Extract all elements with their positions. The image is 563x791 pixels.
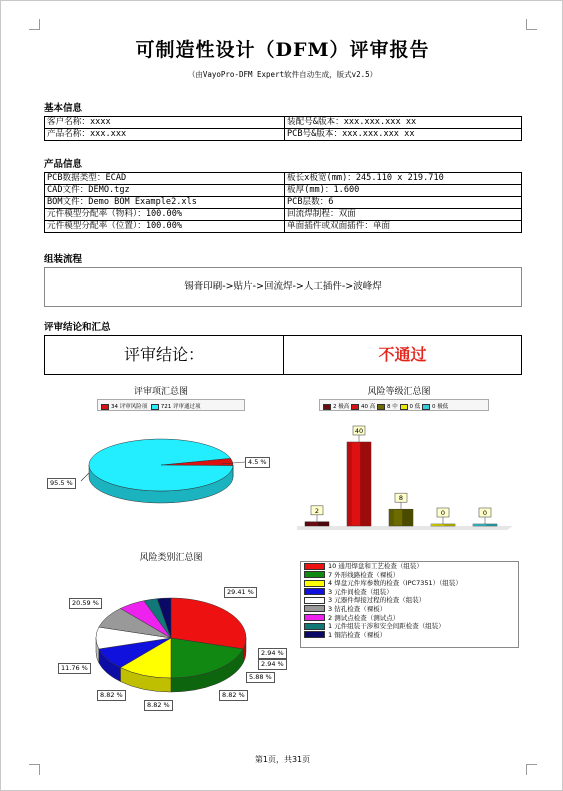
legend-swatch [304, 631, 325, 638]
data-label: 8.82 % [219, 690, 248, 701]
legend-swatch [400, 404, 408, 410]
table-row [45, 185, 522, 197]
table-cell: 装配号&版本：xxx.xxx.xxx xx [285, 117, 522, 129]
table-cell: 客户名称：xxxx [45, 117, 285, 129]
crop-mark [526, 764, 537, 775]
bar [347, 442, 371, 526]
legend-text: 10 通用焊盘和工艺检查（组装） [328, 562, 423, 570]
table-cell: CAD文件：DEMO.tgz [45, 185, 285, 197]
legend-swatch [304, 571, 325, 578]
legend-entry [301, 622, 518, 631]
bar [473, 524, 497, 526]
legend-text: 4 焊盘元件库参数的检查（IPC7351）（组装） [328, 579, 462, 588]
crop-mark [29, 19, 40, 30]
product-info-table [44, 172, 522, 233]
risk-level-bars [297, 413, 517, 538]
legend-text: 3 元器件焊接过程的检查（组装） [328, 596, 426, 605]
legend-entry: 0 低 [409, 404, 421, 410]
legend-swatch [101, 404, 109, 410]
data-label: 2 [314, 506, 320, 515]
legend-entry: 2 极高 [333, 404, 350, 410]
legend-swatch [351, 404, 359, 410]
legend-swatch [304, 580, 325, 587]
legend-entry: 40 高 [361, 404, 376, 410]
legend-entry [301, 571, 518, 580]
data-label: 20.59 % [69, 598, 102, 609]
review-items-pie [41, 413, 281, 523]
table-cell: PCB层数：6 [285, 197, 522, 209]
risk-category-legend [300, 561, 519, 648]
data-label: 8.82 % [144, 700, 173, 711]
table-cell: 板长x板宽(mm)：245.110 x 219.710 [285, 173, 522, 185]
table-cell: 单面插件或双面插件：单面 [285, 221, 522, 233]
legend-entry: 0 极低 [432, 404, 449, 410]
chart-title: 风险等级汇总图 [367, 387, 431, 397]
legend-text: 1 铜箔检查（裸板） [328, 630, 387, 639]
crop-mark [526, 19, 537, 30]
legend-entry [301, 562, 518, 571]
data-label: 2.94 % [258, 648, 287, 659]
table-row [45, 129, 522, 141]
data-label: 8 [398, 494, 404, 503]
chart-title: 评审项汇总图 [133, 387, 188, 397]
legend-swatch [377, 404, 385, 410]
bar [305, 522, 329, 526]
data-label: 5.88 % [246, 672, 275, 683]
report-subtitle: （由VayoPro-DFM Expert软件自动生成，版式v2.5） [187, 70, 378, 79]
section-heading-assembly: 组装流程 [44, 254, 83, 265]
legend-entry [301, 605, 518, 614]
legend-swatch [304, 597, 325, 604]
report-title: 可制造性设计（DFM）评审报告 [135, 39, 430, 61]
table-cell: 元件模型分配率（位置）：100.00% [45, 221, 285, 233]
chart-floor [297, 526, 513, 530]
legend-entry: 721 评审通过项 [160, 404, 201, 410]
legend-text: 3 元件间检查（组装） [328, 587, 393, 596]
data-label: 29.41 % [224, 587, 257, 598]
legend-entry: 8 中 [387, 404, 398, 410]
data-label: 11.76 % [58, 663, 91, 674]
legend-swatch [304, 588, 325, 595]
conclusion-label: 评审结论： [123, 345, 204, 364]
section-heading-conclusion: 评审结论和汇总 [44, 322, 111, 333]
conclusion-result: 不通过 [378, 345, 427, 364]
legend-swatch [304, 563, 325, 570]
data-label: 8.82 % [97, 690, 126, 701]
section-heading-product: 产品信息 [44, 159, 83, 170]
table-row [45, 117, 522, 129]
bar [431, 524, 455, 526]
table-row [45, 209, 522, 221]
data-label: 0 [440, 509, 446, 517]
legend-entry [301, 596, 518, 605]
legend-swatch [422, 404, 430, 410]
data-label: 40 [354, 427, 364, 435]
data-label: 0 [482, 509, 488, 517]
conclusion-box [44, 335, 522, 375]
assembly-flow-text: 锡膏印刷->贴片->回流焊->人工插件->波峰焊 [184, 281, 382, 292]
table-cell: PCB数据类型：ECAD [45, 173, 285, 185]
table-cell: 回流焊制程：双面 [285, 209, 522, 221]
crop-mark [29, 764, 40, 775]
legend-entry: 34 评审风险项 [111, 404, 148, 410]
legend-swatch [323, 404, 331, 410]
page-footer: 第1页，共31页 [254, 755, 311, 764]
legend-swatch [304, 623, 325, 630]
table-cell: 产品名称：xxx.xxx [45, 129, 285, 141]
legend-text: 7 外形线路检查（裸板） [328, 570, 400, 579]
legend-entry [301, 614, 518, 623]
table-row [45, 221, 522, 233]
leader-line [81, 473, 89, 481]
chart-title: 风险类别汇总图 [139, 553, 203, 563]
bar [389, 509, 413, 526]
legend-entry [301, 631, 518, 640]
chart-legend [97, 399, 245, 411]
legend-swatch [151, 404, 159, 410]
legend-text: 2 测试点检查（测试点） [328, 613, 400, 622]
legend-text: 1 元件组装干涉和安全间距检查（组装） [328, 622, 445, 631]
data-label: 4.5 % [245, 457, 270, 468]
legend-entry [301, 579, 518, 588]
assembly-flow-box [44, 267, 522, 307]
legend-text: 3 钻孔检查（裸板） [328, 604, 387, 613]
table-row [45, 173, 522, 185]
data-label: 2.94 % [258, 659, 287, 670]
table-cell: BOM文件：Demo BOM Example2.xls [45, 197, 285, 209]
legend-swatch [304, 605, 325, 612]
table-cell: PCB号&版本：xxx.xxx.xxx xx [285, 129, 522, 141]
section-heading-basic: 基本信息 [44, 103, 83, 114]
table-cell: 板厚(mm)：1.600 [285, 185, 522, 197]
chart-legend [319, 399, 489, 411]
legend-swatch [304, 614, 325, 621]
basic-info-table [44, 116, 522, 141]
data-label: 95.5 % [47, 478, 76, 489]
table-row [45, 197, 522, 209]
table-cell: 元件模型分配率（物料）：100.00% [45, 209, 285, 221]
